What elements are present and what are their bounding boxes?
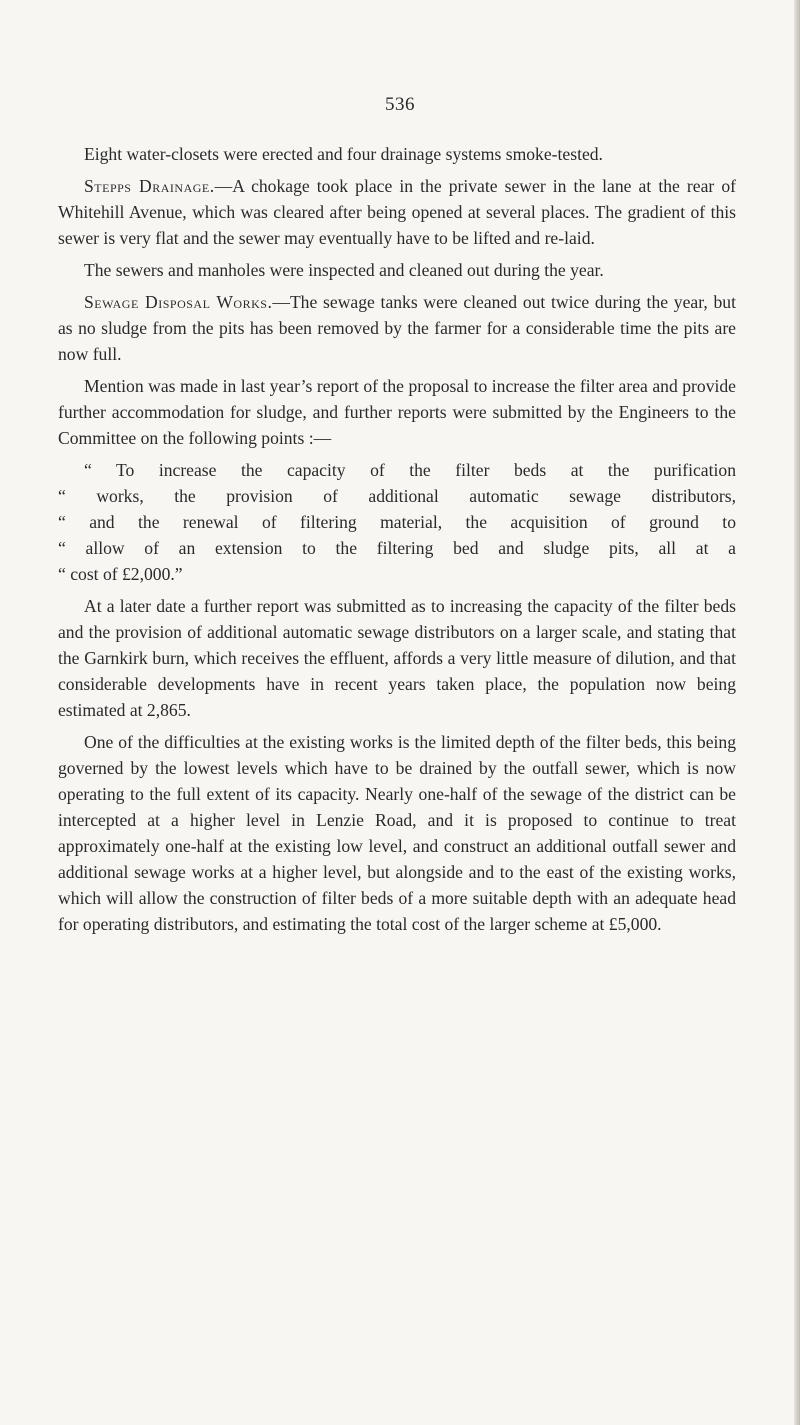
paragraph-sewage-disposal [58,289,736,367]
paragraph-stepps-drainage [58,173,736,251]
page-number: 536 [385,94,415,115]
paragraph-later-report: At a later date a further report was submitted as to increasing the capacity of the filter beds and the provision of additional automatic sewage distributors on a larger scale, and stating that the Garnkirk burn, which receives the effluent, affords a very little measure of dilution, and that considerable developments have in recent years taken place, the population now being estimated at 2,865. [58,596,736,720]
quote-line: “ and the renewal of filtering material, the acquisition of ground to [58,512,736,532]
heading-stepps-drainage: Stepps Drainage. [84,176,215,196]
sewage-disposal-body: —The sewage tanks were cleaned out twice during the year, but as no sludge from the pits has been removed by the farmer for a considerable time the pits are now full. [58,292,736,364]
paragraph-sewers-manholes: The sewers and manholes were inspected and cleaned out during the year. [84,260,604,280]
page-edge-shadow [794,0,800,1425]
heading-sewage-disposal-works: Sewage Disposal Works. [84,292,273,312]
paragraph-water-closets: Eight water-closets were erected and four drainage systems smoke-tested. [84,144,603,164]
quote-line: “ allow of an extension to the filtering bed and sludge pits, all at a [58,538,736,558]
document-body [58,141,736,943]
quote-line: “ works, the provision of additional automatic sewage distributors, [58,486,736,506]
paragraph-difficulties: One of the difficulties at the existing works is the limited depth of the filter beds, this being governed by the lowest levels which have to be drained by the outfall sewer, which is now operating to the full extent of its capacity. Nearly one-half of the sewage of the district can be intercepted at a higher level in Lenzie Road, and it is proposed to continue to treat approximately one-half at the existing low level, and construct an additional outfall sewer and additional sewage works at a higher level, but alongside and to the east of the existing works, which will allow the construction of filter beds of a more suitable depth with an adequate head for operating distributors, and estimating the total cost of the larger scheme at £5,000. [58,732,736,934]
quote-line: “ To increase the capacity of the filter beds at the purification [84,460,736,480]
quote-line: “ cost of £2,000.” [58,564,183,584]
engineers-report-quote [58,457,736,587]
stepps-drainage-body: —A chokage took place in the private sewer in the lane at the rear of Whitehill Avenue, which was cleared after being opened at several places. The gradient of this sewer is very flat and the sewer may eventually have to be lifted and re-laid. [58,176,736,248]
paragraph-filter-proposal: Mention was made in last year’s report of the proposal to increase the filter area and provide further accommodation for sludge, and further reports were submitted by the Engineers to the Committee on the following points :— [58,376,736,448]
